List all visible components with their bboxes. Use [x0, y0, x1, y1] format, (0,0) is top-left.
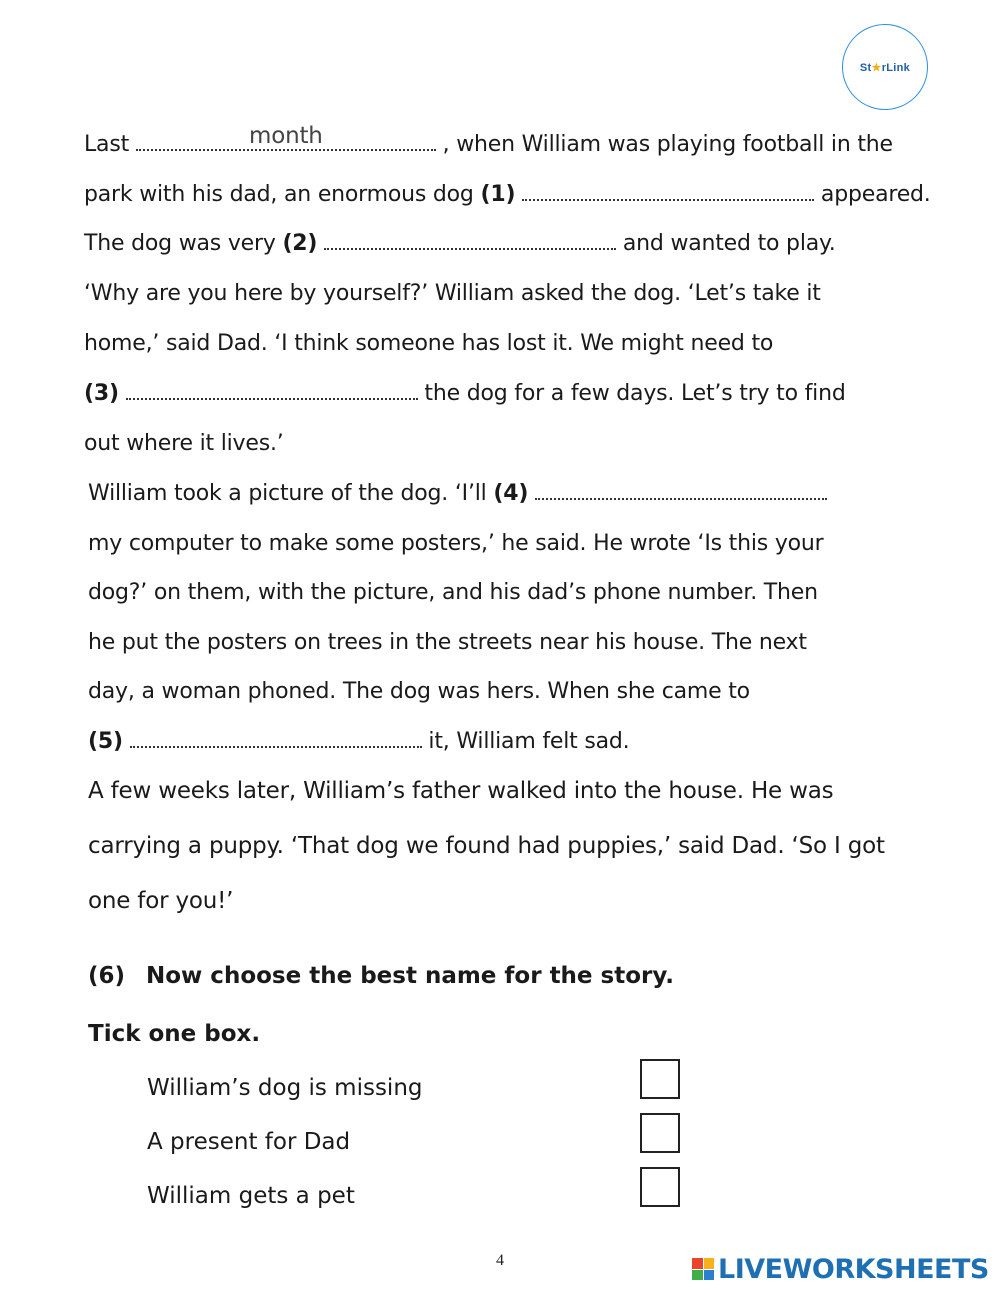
story-line-8: William took a picture of the dog. ‘I’ll (4): [88, 479, 827, 509]
option-3-label: William gets a pet: [147, 1183, 355, 1209]
gap-number-2: (2): [282, 231, 318, 256]
liveworksheets-logo: [692, 1252, 989, 1286]
answer-blank-1[interactable]: [522, 181, 814, 201]
answer-blank-5[interactable]: [130, 728, 422, 748]
option-2-checkbox[interactable]: [640, 1113, 680, 1153]
story-line-7: out where it lives.’: [84, 431, 284, 456]
starlink-logo: [842, 24, 928, 110]
answer-blank-0[interactable]: [136, 123, 436, 151]
story-line-4: ‘Why are you here by yourself?’ William asked the dog. ‘Let’s take it: [84, 281, 821, 306]
answer-blank-0-value: month: [249, 123, 323, 149]
option-1-label: William’s dog is missing: [147, 1075, 423, 1101]
story-line-13: (5) it, William felt sad.: [88, 729, 630, 754]
page-number: 4: [496, 1252, 504, 1269]
option-2-label: A present for Dad: [147, 1129, 351, 1155]
answer-blank-4[interactable]: [535, 480, 827, 500]
story-line-5: home,’ said Dad. ‘I think someone has lost it. We might need to: [84, 331, 774, 356]
story-line-11: he put the posters on trees in the streets near his house. The next: [88, 630, 807, 655]
liveworksheets-brand: LIVEWORKSHEETS: [718, 1253, 989, 1285]
gap-number-3: (3): [84, 381, 119, 406]
question-number: (6): [88, 963, 126, 989]
answer-blank-3[interactable]: [126, 380, 418, 400]
gap-number-5: (5): [88, 729, 123, 754]
answer-blank-2[interactable]: [324, 230, 616, 250]
story-line-9: my computer to make some posters,’ he said. He wrote ‘Is this your: [88, 531, 824, 556]
story-line-16: one for you!’: [88, 888, 234, 914]
story-line-12: day, a woman phoned. The dog was hers. When she came to: [88, 679, 750, 704]
story-line-2: park with his dad, an enormous dog (1) appeared.: [84, 182, 931, 207]
story-line-14: A few weeks later, William’s father walked into the house. He was: [88, 778, 834, 804]
story-line-15: carrying a puppy. ‘That dog we found had puppies,’ said Dad. ‘So I got: [88, 833, 885, 859]
option-3-checkbox[interactable]: [640, 1167, 680, 1207]
tick-instruction: Tick one box.: [88, 1021, 261, 1047]
gap-number-4: (4): [493, 481, 529, 506]
starlink-logo-text: St★rLink: [859, 61, 911, 74]
story-line-3: The dog was very (2) and wanted to play.: [84, 231, 836, 256]
option-1-checkbox[interactable]: [640, 1059, 680, 1099]
gap-number-1: (1): [480, 182, 516, 207]
question-6-heading: [88, 963, 674, 989]
story-line-6: (3) the dog for a few days. Let’s try to find: [84, 381, 846, 406]
liveworksheets-grid-icon: [692, 1258, 714, 1280]
question-text: Now choose the best name for the story.: [146, 963, 674, 989]
story-line-10: dog?’ on them, with the picture, and his dad’s phone number. Then: [88, 580, 818, 605]
story-line-1: Last month , when William was playing football in the: [84, 123, 893, 157]
